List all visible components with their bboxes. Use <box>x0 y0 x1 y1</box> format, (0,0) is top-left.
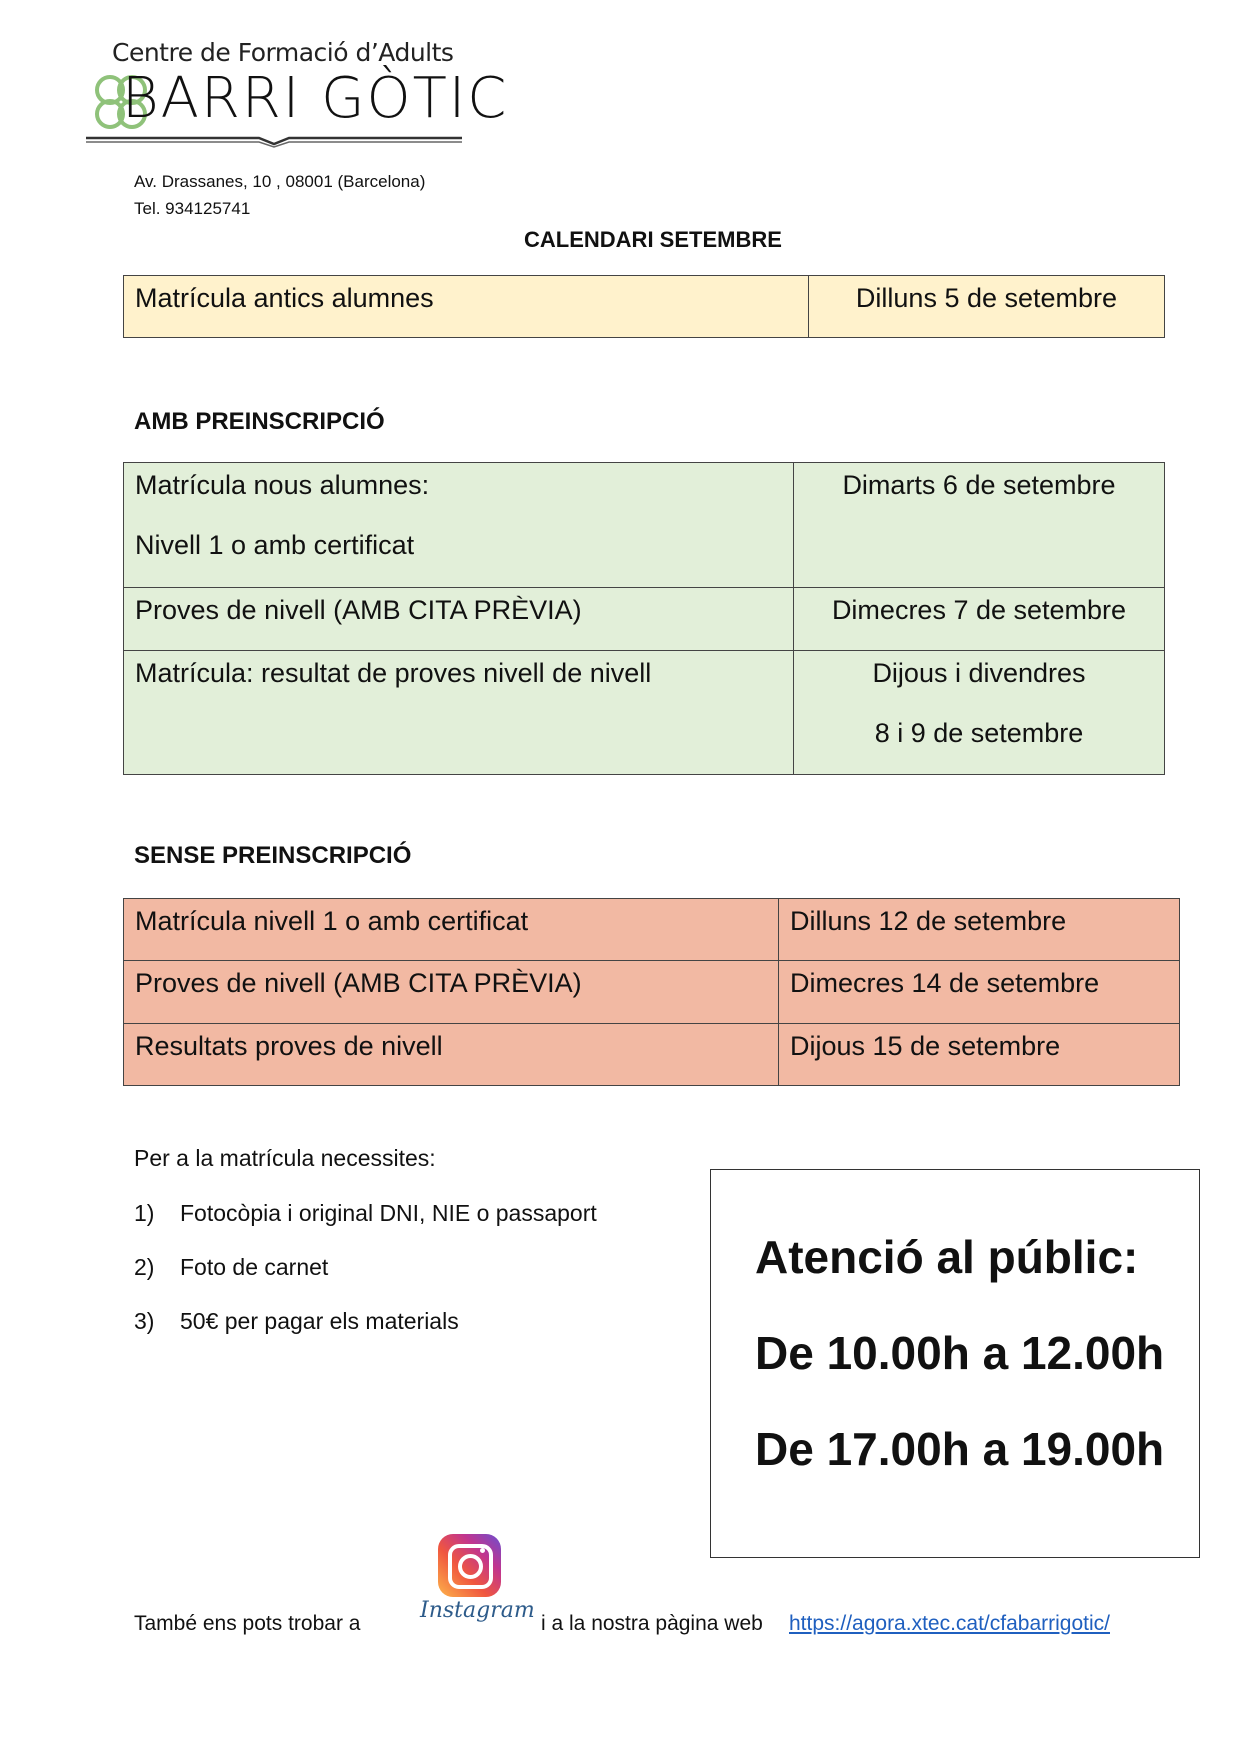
row-label: Proves de nivell (AMB CITA PRÈVIA) <box>124 961 779 1024</box>
row-date: Dimarts 6 de setembre <box>794 463 1165 588</box>
phone: Tel. 934125741 <box>134 199 251 218</box>
list-item <box>134 1200 597 1227</box>
row-label-2: Nivell 1 o amb certificat <box>135 529 415 560</box>
table-row <box>124 651 1165 775</box>
section-heading-without-preregistration: SENSE PREINSCRIPCIÓ <box>134 842 412 869</box>
page-title: CALENDARI SETEMBRE <box>524 227 782 252</box>
item-number: 2) <box>134 1254 155 1280</box>
hours-title: Atenció al públic: <box>755 1231 1139 1283</box>
without-preregistration-table <box>123 898 1180 1086</box>
row-date: Dilluns 12 de setembre <box>779 899 1180 961</box>
item-number: 1) <box>134 1200 155 1226</box>
row-label: Matrícula nous alumnes: <box>135 470 430 500</box>
logo-subtitle: Centre de Formació d’Adults <box>112 38 454 67</box>
row-label: Matrícula antics alumnes <box>124 276 809 338</box>
table-row <box>124 276 1165 338</box>
row-date-2: 8 i 9 de setembre <box>874 717 1084 748</box>
item-text: Foto de carnet <box>180 1254 329 1280</box>
book-line-icon <box>84 134 464 148</box>
row-date: Dimecres 7 de setembre <box>794 588 1165 651</box>
footer-text: També ens pots trobar a <box>134 1612 361 1635</box>
footer-web-text: i a la nostra pàgina web <box>541 1612 763 1635</box>
row-date: Dilluns 5 de setembre <box>809 276 1165 338</box>
old-students-table <box>123 275 1165 338</box>
logo-name: BARRI GÒTIC <box>122 66 509 131</box>
item-number: 3) <box>134 1308 155 1334</box>
row-label: Resultats proves de nivell <box>124 1024 779 1086</box>
row-label: Proves de nivell (AMB CITA PRÈVIA) <box>124 588 794 651</box>
table-row <box>124 588 1165 651</box>
section-heading-with-preregistration: AMB PREINSCRIPCIÓ <box>134 408 385 435</box>
row-label: Matrícula: resultat de proves nivell de nivell <box>124 651 794 775</box>
opening-hours-box <box>710 1169 1200 1558</box>
table-row <box>124 463 1165 588</box>
item-text: Fotocòpia i original DNI, NIE o passaport <box>180 1200 597 1226</box>
list-item <box>134 1308 459 1335</box>
hours-slot: De 17.00h a 19.00h <box>755 1423 1165 1475</box>
instagram-icon[interactable] <box>438 1534 501 1597</box>
instagram-label[interactable]: Instagram <box>420 1598 535 1623</box>
row-date: Dijous i divendres <box>872 658 1086 688</box>
row-date: Dimecres 14 de setembre <box>779 961 1180 1024</box>
table-row <box>124 899 1180 961</box>
hours-slot: De 10.00h a 12.00h <box>755 1327 1165 1379</box>
table-row <box>124 1024 1180 1086</box>
website-link[interactable]: https://agora.xtec.cat/cfabarrigotic/ <box>789 1612 1110 1635</box>
with-preregistration-table <box>123 462 1165 775</box>
requirements-intro: Per a la matrícula necessites: <box>134 1145 436 1171</box>
item-text: 50€ per pagar els materials <box>180 1308 459 1334</box>
table-row <box>124 961 1180 1024</box>
row-label: Matrícula nivell 1 o amb certificat <box>124 899 779 961</box>
row-date: Dijous 15 de setembre <box>779 1024 1180 1086</box>
list-item <box>134 1254 328 1281</box>
address: Av. Drassanes, 10 , 08001 (Barcelona) <box>134 172 426 191</box>
